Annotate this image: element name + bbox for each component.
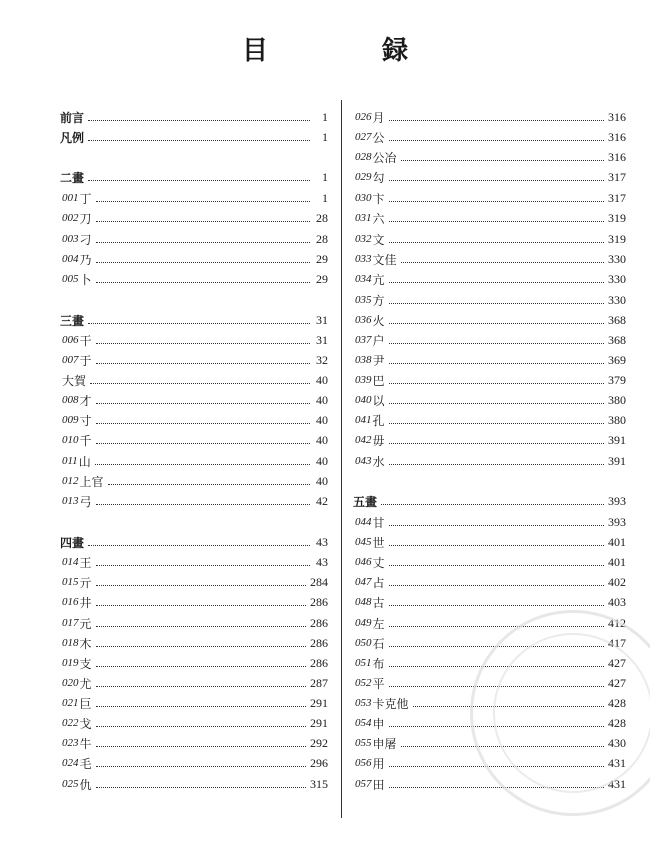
toc-entry-row xyxy=(353,350,626,370)
leader-dots xyxy=(389,180,604,181)
page-number: 317 xyxy=(608,190,626,205)
page-number: 1 xyxy=(322,129,328,144)
column-divider xyxy=(341,100,342,818)
page-number: 380 xyxy=(608,412,626,427)
page-number: 315 xyxy=(310,776,328,791)
toc-entry-row xyxy=(353,410,626,430)
toc-entry-row xyxy=(60,753,328,773)
entry-label: 前言 xyxy=(60,110,85,125)
entry-number: 041 xyxy=(355,414,372,426)
entry-number: 046 xyxy=(355,556,372,568)
entry-label: 卜 xyxy=(79,272,92,287)
entry-label: 凡例 xyxy=(60,130,85,145)
toc-entry-row xyxy=(353,147,626,167)
leader-dots xyxy=(96,666,306,667)
toc-section-row xyxy=(353,491,626,511)
leader-dots xyxy=(389,363,604,364)
entry-number: 029 xyxy=(355,171,372,183)
entry-number: 018 xyxy=(62,637,79,649)
entry-label: 亢 xyxy=(372,272,385,287)
leader-dots xyxy=(381,504,604,505)
entry-label: 四畫 xyxy=(60,535,85,550)
leader-dots xyxy=(389,545,604,546)
toc-entry-row xyxy=(353,269,626,289)
entry-label: 文 xyxy=(372,232,385,247)
leader-dots xyxy=(96,423,310,424)
leader-dots xyxy=(96,363,310,364)
toc-entry-row xyxy=(60,451,328,471)
entry-number: 010 xyxy=(62,434,79,446)
leader-dots xyxy=(96,726,306,727)
entry-label: 文佳 xyxy=(372,252,397,267)
entry-label: 孔 xyxy=(372,413,385,428)
entry-label: 干 xyxy=(79,333,92,348)
toc-entry-row xyxy=(60,269,328,289)
entry-number: 038 xyxy=(355,354,372,366)
toc-entry-row xyxy=(60,471,328,491)
entry-number: 005 xyxy=(62,273,79,285)
entry-label: 世 xyxy=(372,535,385,550)
toc-entry-row xyxy=(353,188,626,208)
page-number: 40 xyxy=(316,372,328,387)
leader-dots xyxy=(96,221,310,222)
entry-label: 毋 xyxy=(372,433,385,448)
leader-dots xyxy=(389,201,604,202)
toc-entry-row xyxy=(60,188,328,208)
page-number: 430 xyxy=(608,735,626,750)
toc-entry-row xyxy=(60,613,328,633)
page-number: 287 xyxy=(310,675,328,690)
entry-label: 石 xyxy=(372,636,385,651)
page-number: 31 xyxy=(316,312,328,327)
entry-label: 支 xyxy=(79,656,92,671)
leader-dots xyxy=(389,525,604,526)
page-number: 284 xyxy=(310,574,328,589)
toc-section-row xyxy=(60,127,328,147)
entry-number: 032 xyxy=(355,233,372,245)
page-number: 380 xyxy=(608,392,626,407)
page-number: 29 xyxy=(316,251,328,266)
toc-entry-row xyxy=(353,370,626,390)
entry-label: 公 xyxy=(372,130,385,145)
toc-entry-row xyxy=(60,774,328,794)
entry-label: 丈 xyxy=(372,555,385,570)
toc-section-row xyxy=(60,167,328,187)
entry-label: 弓 xyxy=(79,494,92,509)
entry-label: 亓 xyxy=(79,575,92,590)
entry-label: 戈 xyxy=(79,716,92,731)
entry-number: 035 xyxy=(355,294,372,306)
leader-dots xyxy=(389,221,604,222)
leader-dots xyxy=(389,565,604,566)
entry-number: 028 xyxy=(355,151,372,163)
leader-dots xyxy=(96,746,306,747)
entry-label: 用 xyxy=(372,756,385,771)
entry-number: 036 xyxy=(355,314,372,326)
toc-entry-row xyxy=(60,430,328,450)
entry-number: 012 xyxy=(62,475,79,487)
entry-number: 002 xyxy=(62,212,79,224)
toc-entry-row xyxy=(60,592,328,612)
entry-label: 王 xyxy=(79,555,92,570)
page-number: 40 xyxy=(316,453,328,468)
entry-number: 021 xyxy=(62,697,79,709)
entry-label: 三畫 xyxy=(60,313,85,328)
page-number: 427 xyxy=(608,675,626,690)
page-number: 391 xyxy=(608,432,626,447)
page-number: 43 xyxy=(316,554,328,569)
leader-dots xyxy=(96,343,310,344)
entry-label: 公冶 xyxy=(372,150,397,165)
leader-dots xyxy=(389,323,604,324)
entry-label: 井 xyxy=(79,595,92,610)
entry-number: 017 xyxy=(62,617,79,629)
page-number: 401 xyxy=(608,554,626,569)
entry-number: 024 xyxy=(62,757,79,769)
leader-dots xyxy=(96,626,306,627)
leader-dots xyxy=(88,140,310,141)
toc-entry-row xyxy=(353,592,626,612)
page-number: 286 xyxy=(310,615,328,630)
leader-dots xyxy=(96,443,310,444)
page-number: 1 xyxy=(322,169,328,184)
entry-label: 火 xyxy=(372,313,385,328)
entry-number: 049 xyxy=(355,617,372,629)
entry-label: 仇 xyxy=(79,777,92,792)
leader-dots xyxy=(389,605,604,606)
toc-entry-row xyxy=(353,512,626,532)
toc-entry-row xyxy=(353,572,626,592)
entry-label: 古 xyxy=(372,595,385,610)
entry-label: 方 xyxy=(372,293,385,308)
entry-label: 二畫 xyxy=(60,170,85,185)
entry-label: 月 xyxy=(372,110,385,125)
entry-number: 030 xyxy=(355,192,372,204)
toc-entry-row xyxy=(60,733,328,753)
entry-number: 039 xyxy=(355,374,372,386)
leader-dots xyxy=(96,262,310,263)
entry-label: 巴 xyxy=(372,373,385,388)
leader-dots xyxy=(88,180,310,181)
page-number: 427 xyxy=(608,655,626,670)
toc-entry-row xyxy=(60,370,328,390)
entry-number: 014 xyxy=(62,556,79,568)
leader-dots xyxy=(108,484,310,485)
entry-number: 045 xyxy=(355,536,372,548)
entry-number: 055 xyxy=(355,737,372,749)
entry-label: 山 xyxy=(78,454,91,469)
entry-number: 013 xyxy=(62,495,79,507)
toc-entry-row xyxy=(60,410,328,430)
toc-entry-row xyxy=(60,653,328,673)
entry-label: 勾 xyxy=(372,170,385,185)
entry-number: 050 xyxy=(355,637,372,649)
page-number: 40 xyxy=(316,432,328,447)
page-number: 368 xyxy=(608,332,626,347)
entry-number: 052 xyxy=(355,677,372,689)
leader-dots xyxy=(389,464,604,465)
entry-label: 甘 xyxy=(372,515,385,530)
leader-dots xyxy=(96,787,306,788)
entry-number: 043 xyxy=(355,455,372,467)
entry-label: 左 xyxy=(372,616,385,631)
entry-number: 047 xyxy=(355,576,372,588)
leader-dots xyxy=(96,201,310,202)
leader-dots xyxy=(389,403,604,404)
leader-dots xyxy=(88,323,310,324)
entry-label: 刀 xyxy=(79,211,92,226)
entry-number: 037 xyxy=(355,334,372,346)
page-number: 401 xyxy=(608,534,626,549)
toc-entry-row xyxy=(353,208,626,228)
entry-number: 026 xyxy=(355,111,372,123)
entry-label: 五畫 xyxy=(353,494,378,509)
entry-label: 申屠 xyxy=(372,736,397,751)
page-number: 43 xyxy=(316,534,328,549)
entry-label: 丁 xyxy=(79,191,92,206)
entry-number: 033 xyxy=(355,253,372,265)
page-number: 431 xyxy=(608,776,626,791)
entry-label: 平 xyxy=(372,676,385,691)
page-number: 29 xyxy=(316,271,328,286)
leader-dots xyxy=(389,423,604,424)
entry-label: 木 xyxy=(79,636,92,651)
leader-dots xyxy=(96,646,306,647)
page-number: 1 xyxy=(322,190,328,205)
entry-number: 027 xyxy=(355,131,372,143)
page-number: 316 xyxy=(608,109,626,124)
toc-entry-row xyxy=(60,572,328,592)
entry-number: 001 xyxy=(62,192,79,204)
toc-entry-row xyxy=(60,330,328,350)
entry-label: 才 xyxy=(79,393,92,408)
entry-label: 寸 xyxy=(79,413,92,428)
entry-label: 卡克他 xyxy=(372,696,409,711)
toc-section-row xyxy=(60,107,328,127)
entry-number: 003 xyxy=(62,233,79,245)
entry-number: 022 xyxy=(62,717,79,729)
page-number: 316 xyxy=(608,129,626,144)
entry-number: 051 xyxy=(355,657,372,669)
toc-entry-row xyxy=(353,430,626,450)
toc-entry-row xyxy=(60,350,328,370)
leader-dots xyxy=(389,303,604,304)
leader-dots xyxy=(88,120,310,121)
entry-label: 六 xyxy=(372,211,385,226)
page-number: 428 xyxy=(608,695,626,710)
leader-dots xyxy=(95,464,310,465)
entry-number: 009 xyxy=(62,414,79,426)
toc-entry-row xyxy=(353,127,626,147)
leader-dots xyxy=(389,120,604,121)
page-number: 393 xyxy=(608,514,626,529)
toc-entry-row xyxy=(60,390,328,410)
toc-entry-row xyxy=(353,552,626,572)
entry-label: 大賀 xyxy=(62,373,87,388)
leader-dots xyxy=(389,383,604,384)
leader-dots xyxy=(96,766,306,767)
page-number: 28 xyxy=(316,210,328,225)
page-number: 28 xyxy=(316,231,328,246)
toc-section-row xyxy=(60,532,328,552)
leader-dots xyxy=(389,343,604,344)
toc-entry-row xyxy=(60,633,328,653)
leader-dots xyxy=(96,605,306,606)
page-number: 319 xyxy=(608,231,626,246)
entry-number: 053 xyxy=(355,697,372,709)
page-number: 286 xyxy=(310,594,328,609)
entry-label: 户 xyxy=(372,333,385,348)
entry-number: 056 xyxy=(355,757,372,769)
entry-number: 004 xyxy=(62,253,79,265)
entry-number: 042 xyxy=(355,434,372,446)
leader-dots xyxy=(96,403,310,404)
entry-number: 031 xyxy=(355,212,372,224)
entry-label: 巨 xyxy=(79,696,92,711)
leader-dots xyxy=(88,545,310,546)
entry-label: 水 xyxy=(372,454,385,469)
entry-label: 上官 xyxy=(79,474,104,489)
page-number: 291 xyxy=(310,715,328,730)
entry-label: 千 xyxy=(79,433,92,448)
entry-number: 006 xyxy=(62,334,79,346)
entry-number: 016 xyxy=(62,596,79,608)
entry-label: 布 xyxy=(372,656,385,671)
entry-label: 田 xyxy=(372,777,385,792)
entry-label: 刁 xyxy=(79,232,92,247)
page-number: 393 xyxy=(608,493,626,508)
page-number: 369 xyxy=(608,352,626,367)
entry-label: 元 xyxy=(79,616,92,631)
toc-entry-row xyxy=(353,390,626,410)
toc-entry-row xyxy=(60,208,328,228)
page-number: 317 xyxy=(608,169,626,184)
page-number: 40 xyxy=(316,412,328,427)
toc-entry-row xyxy=(60,673,328,693)
leader-dots xyxy=(96,504,310,505)
leader-dots xyxy=(90,383,310,384)
page-number: 32 xyxy=(316,352,328,367)
entry-number: 011 xyxy=(62,455,78,467)
entry-label: 以 xyxy=(372,393,385,408)
entry-number: 048 xyxy=(355,596,372,608)
entry-number: 020 xyxy=(62,677,79,689)
leader-dots xyxy=(389,242,604,243)
entry-label: 尹 xyxy=(372,353,385,368)
page-number: 319 xyxy=(608,210,626,225)
entry-label: 牛 xyxy=(79,736,92,751)
page-number: 431 xyxy=(608,755,626,770)
entry-label: 卞 xyxy=(372,191,385,206)
leader-dots xyxy=(96,565,310,566)
page-number: 42 xyxy=(316,493,328,508)
toc-entry-row xyxy=(353,330,626,350)
page-number: 291 xyxy=(310,695,328,710)
page-title: 目 録 xyxy=(241,36,452,66)
toc-entry-row xyxy=(353,229,626,249)
entry-label: 于 xyxy=(79,353,92,368)
toc-section-row xyxy=(60,310,328,330)
page-number: 368 xyxy=(608,312,626,327)
entry-number: 040 xyxy=(355,394,372,406)
page-number: 412 xyxy=(608,615,626,630)
toc-entry-row xyxy=(353,107,626,127)
page-number: 330 xyxy=(608,271,626,286)
leader-dots xyxy=(96,706,306,707)
page-number: 417 xyxy=(608,635,626,650)
toc-entry-row xyxy=(60,713,328,733)
toc-entry-row xyxy=(60,491,328,511)
page-number: 379 xyxy=(608,372,626,387)
toc-entry-row xyxy=(60,552,328,572)
toc-entry-row xyxy=(60,249,328,269)
entry-number: 034 xyxy=(355,273,372,285)
page-number: 316 xyxy=(608,149,626,164)
entry-number: 019 xyxy=(62,657,79,669)
page-number: 330 xyxy=(608,251,626,266)
leader-dots xyxy=(389,140,604,141)
entry-number: 015 xyxy=(62,576,79,588)
toc-entry-row xyxy=(353,167,626,187)
leader-dots xyxy=(401,262,604,263)
entry-number: 007 xyxy=(62,354,79,366)
page-number: 40 xyxy=(316,392,328,407)
leader-dots xyxy=(96,686,306,687)
leader-dots xyxy=(401,160,604,161)
page-number: 31 xyxy=(316,332,328,347)
entry-label: 占 xyxy=(372,575,385,590)
page-number: 292 xyxy=(310,735,328,750)
page-number: 402 xyxy=(608,574,626,589)
entry-number: 023 xyxy=(62,737,79,749)
toc-entry-row xyxy=(353,532,626,552)
toc-entry-row xyxy=(60,693,328,713)
page-number: 286 xyxy=(310,635,328,650)
entry-number: 008 xyxy=(62,394,79,406)
page-number: 1 xyxy=(322,109,328,124)
page-number: 330 xyxy=(608,292,626,307)
toc-entry-row xyxy=(353,290,626,310)
entry-label: 申 xyxy=(372,716,385,731)
entry-number: 057 xyxy=(355,778,372,790)
leader-dots xyxy=(389,585,604,586)
leader-dots xyxy=(96,282,310,283)
leader-dots xyxy=(96,585,306,586)
toc-entry-row xyxy=(60,229,328,249)
leader-dots xyxy=(96,242,310,243)
page-number: 403 xyxy=(608,594,626,609)
entry-label: 乃 xyxy=(79,252,92,267)
page-number: 428 xyxy=(608,715,626,730)
toc-entry-row xyxy=(353,249,626,269)
leader-dots xyxy=(389,282,604,283)
page-number: 286 xyxy=(310,655,328,670)
entry-number: 025 xyxy=(62,778,79,790)
entry-number: 054 xyxy=(355,717,372,729)
toc-entry-row xyxy=(353,310,626,330)
leader-dots xyxy=(389,443,604,444)
page-number: 391 xyxy=(608,453,626,468)
page-number: 296 xyxy=(310,755,328,770)
toc-entry-row xyxy=(353,451,626,471)
entry-number: 044 xyxy=(355,516,372,528)
entry-label: 尤 xyxy=(79,676,92,691)
entry-label: 毛 xyxy=(79,756,92,771)
page-number: 40 xyxy=(316,473,328,488)
